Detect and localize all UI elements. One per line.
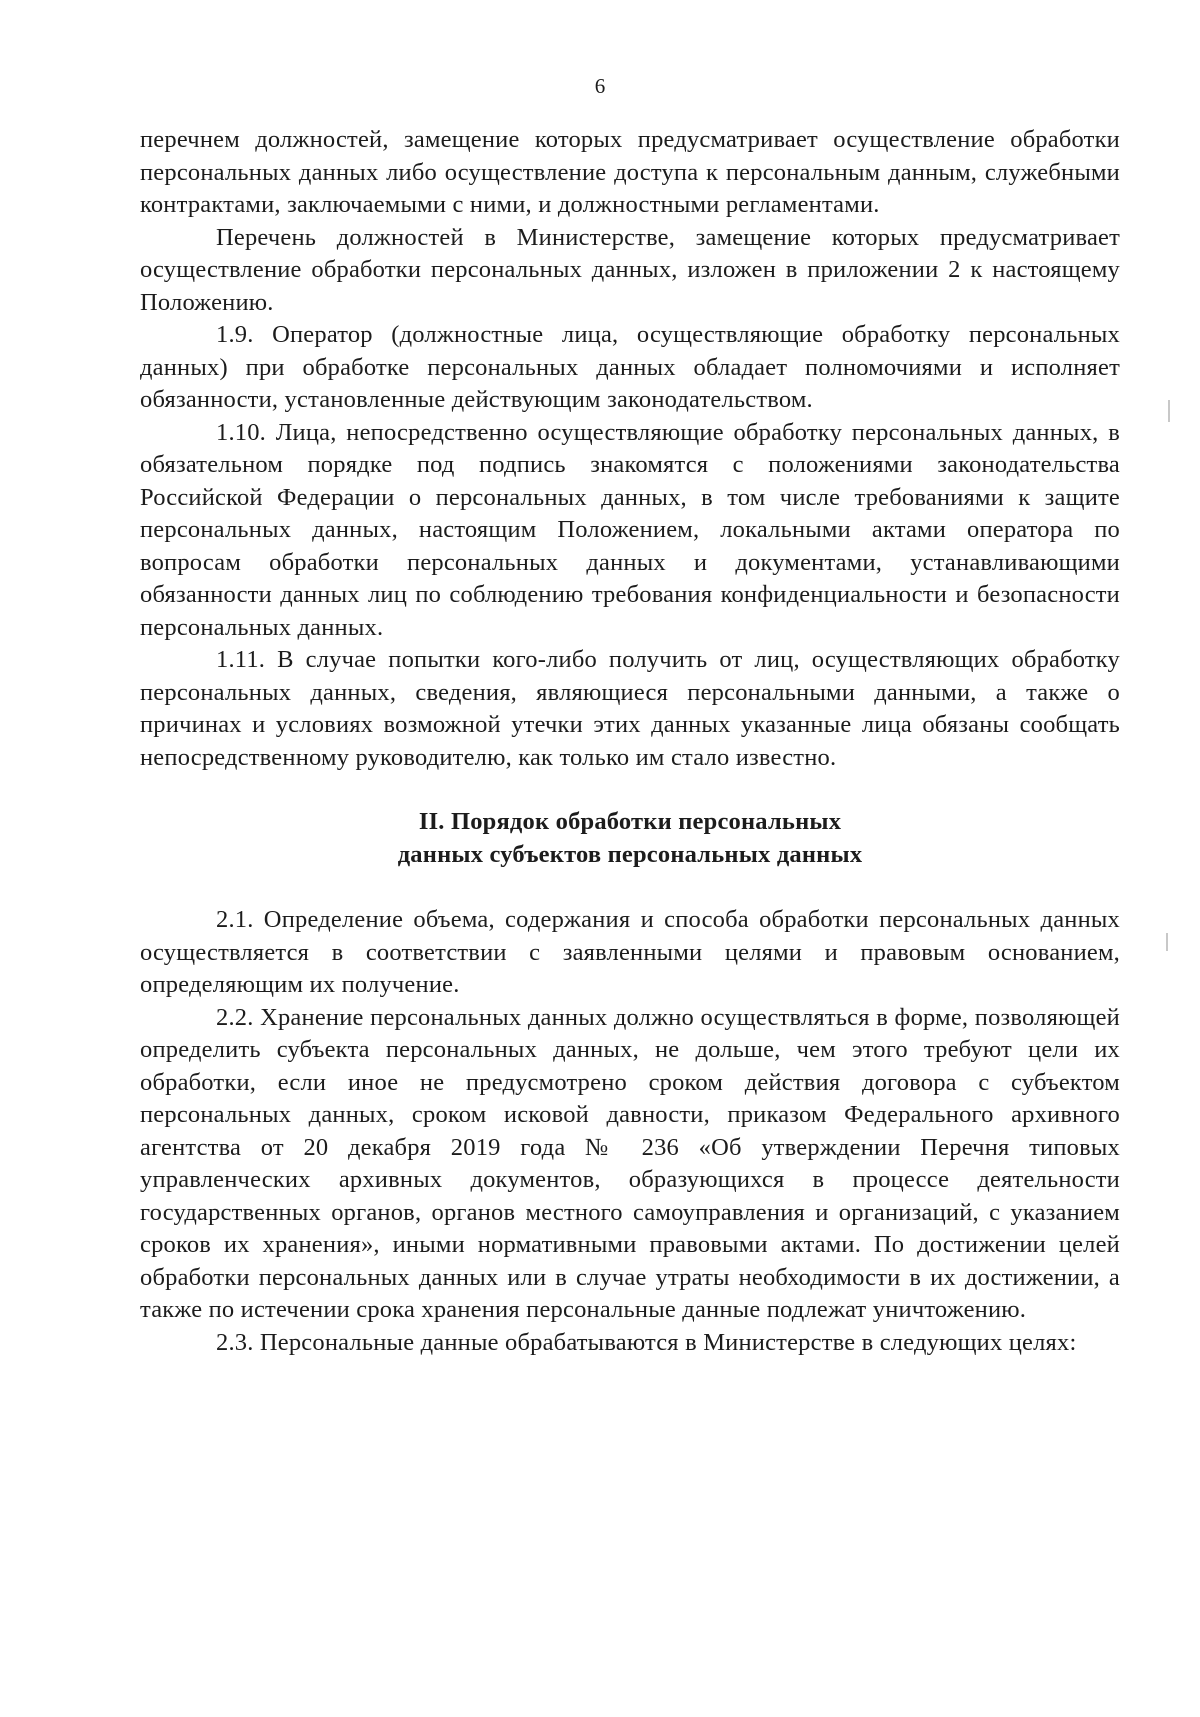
paragraph: 2.2. Хранение персональных данных должно осуществляться в форме, позволяющей определить субъекта персональных данных, не дольше, чем этого требуют цели их обработки, если иное не предусмотрено сроком действия договора с субъектом персональных данных, сроком исковой давности, приказом Федерального архивного агентства от 20 декабря 2019 года № 236 «Об утверждении Перечня типовых управленческих архивных документов, образующихся в процессе деятельности государственных органов, органов местного самоуправления и организаций, с указанием сроков их хранения», иными нормативными правовыми актами. По достижении целей обработки персональных данных или в случае утраты необходимости в их достижении, а также по истечении срока хранения персональные данные подлежат уничтожению. — [140, 1003, 1120, 1323]
paragraph: 1.10. Лица, непосредственно осуществляющие обработку персональных данных, в обязательном порядке под подпись знакомятся с положениями законодательства Российской Федерации о персональных данных, в том числе требованиями к защите персональных данных, настоящим Положением, локальными актами оператора по вопросам обработки персональных данных и документами, устанавливающими обязанности данных лиц по соблюдению требования конфиденциальности и безопасности персональных данных. — [140, 418, 1120, 641]
paragraphs-after-section — [140, 904, 1120, 1359]
document-body — [140, 124, 1120, 1359]
page-number: 6 — [594, 74, 606, 98]
section-heading — [140, 805, 1120, 871]
paragraph: 2.3. Персональные данные обрабатываются в Министерстве в следующих целях: — [216, 1328, 1077, 1356]
scan-mark — [1166, 933, 1168, 951]
paragraph: 1.9. Оператор (должностные лица, осуществляющие обработку персональных данных) при обработке персональных данных обладает полномочиями и исполняет обязанности, установленные действующим законодательством. — [140, 321, 1120, 413]
section-heading-line-2: данных субъектов персональных данных — [397, 841, 863, 868]
paragraph: 1.11. В случае попытки кого-либо получить от лиц, осуществляющих обработку персональных данных, сведения, являющиеся персональными данными, а также о причинах и условиях возможной утечки этих данных указанные лица обязаны сообщать непосредственному руководителю, как только им стало известно. — [140, 646, 1120, 771]
scan-mark — [1168, 400, 1170, 422]
paragraphs-before-section — [140, 124, 1120, 774]
paragraph: перечнем должностей, замещение которых предусматривает осуществление обработки персональных данных либо осуществление доступа к персональным данным, служебными контрактами, заключаемыми с ними, и должностными регламентами. — [140, 126, 1120, 218]
paragraph: Перечень должностей в Министерстве, замещение которых предусматривает осуществление обработки персональных данных, изложен в приложении 2 к настоящему Положению. — [140, 223, 1120, 316]
section-heading-line-1: II. Порядок обработки персональных — [418, 808, 842, 835]
paragraph: 2.1. Определение объема, содержания и способа обработки персональных данных осуществляется в соответствии с заявленными целями и правовым основанием, определяющим их получение. — [140, 906, 1120, 998]
